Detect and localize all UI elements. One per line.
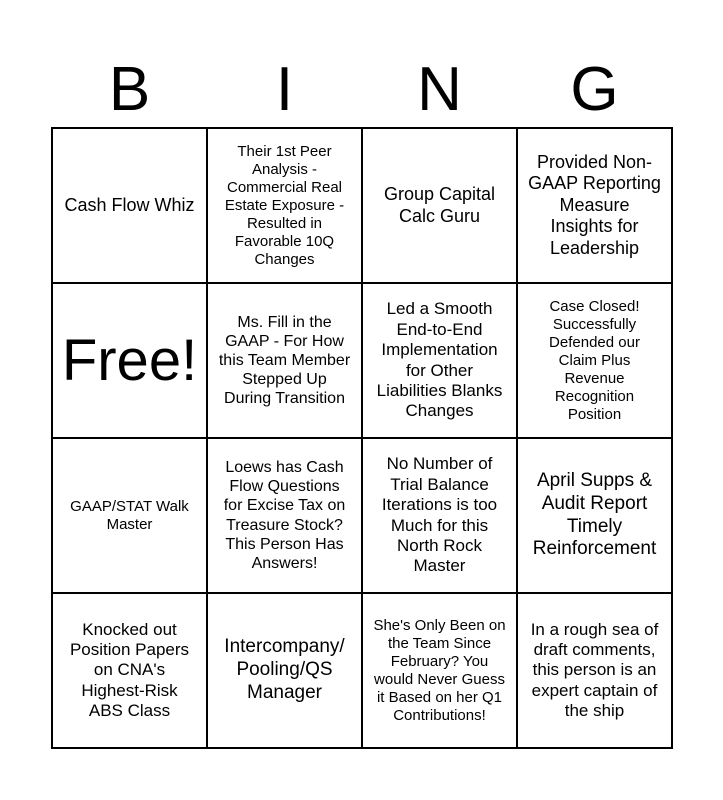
board-row	[52, 593, 672, 748]
header-letter-i: I	[275, 55, 294, 124]
board-row	[52, 438, 672, 593]
bingo-cell[interactable]: Cash Flow Whiz	[52, 128, 207, 283]
bingo-board	[51, 127, 673, 749]
bingo-header	[52, 52, 672, 128]
header-letter-n: N	[417, 55, 462, 124]
header-letter-b: B	[108, 55, 151, 124]
bingo-cell[interactable]: No Number of Trial Balance Iterations is too Much for this North Rock Master	[362, 438, 517, 593]
bingo-cell[interactable]: Their 1st Peer Analysis - Commercial Real Estate Exposure - Resulted in Favorable 10Q Changes	[207, 128, 362, 283]
board-row	[52, 283, 672, 438]
bingo-cell[interactable]: Ms. Fill in the GAAP - For How this Team Member Stepped Up During Transition	[207, 283, 362, 438]
bingo-cell[interactable]: In a rough sea of draft comments, this person is an expert captain of the ship	[517, 593, 672, 748]
board-row	[52, 128, 672, 283]
bingo-cell[interactable]: GAAP/STAT Walk Master	[52, 438, 207, 593]
bingo-cell[interactable]: Loews has Cash Flow Questions for Excise Tax on Treasure Stock? This Person Has Answers!	[207, 438, 362, 593]
bingo-cell[interactable]: Intercompany/ Pooling/QS Manager	[207, 593, 362, 748]
bingo-cell[interactable]: April Supps & Audit Report Timely Reinforcement	[517, 438, 672, 593]
bingo-cell[interactable]: Group Capital Calc Guru	[362, 128, 517, 283]
header-letter-g: G	[570, 55, 619, 124]
bingo-cell[interactable]: Led a Smooth End-to-End Implementation for Other Liabilities Blanks Changes	[362, 283, 517, 438]
bingo-cell[interactable]: She's Only Been on the Team Since February? You would Never Guess it Based on her Q1 Contributions!	[362, 593, 517, 748]
bingo-cell[interactable]: Case Closed! Successfully Defended our Claim Plus Revenue Recognition Position	[517, 283, 672, 438]
bingo-cell[interactable]: Knocked out Position Papers on CNA's Highest-Risk ABS Class	[52, 593, 207, 748]
free-cell[interactable]: Free!	[52, 283, 207, 438]
bingo-cell[interactable]: Provided Non-GAAP Reporting Measure Insights for Leadership	[517, 128, 672, 283]
